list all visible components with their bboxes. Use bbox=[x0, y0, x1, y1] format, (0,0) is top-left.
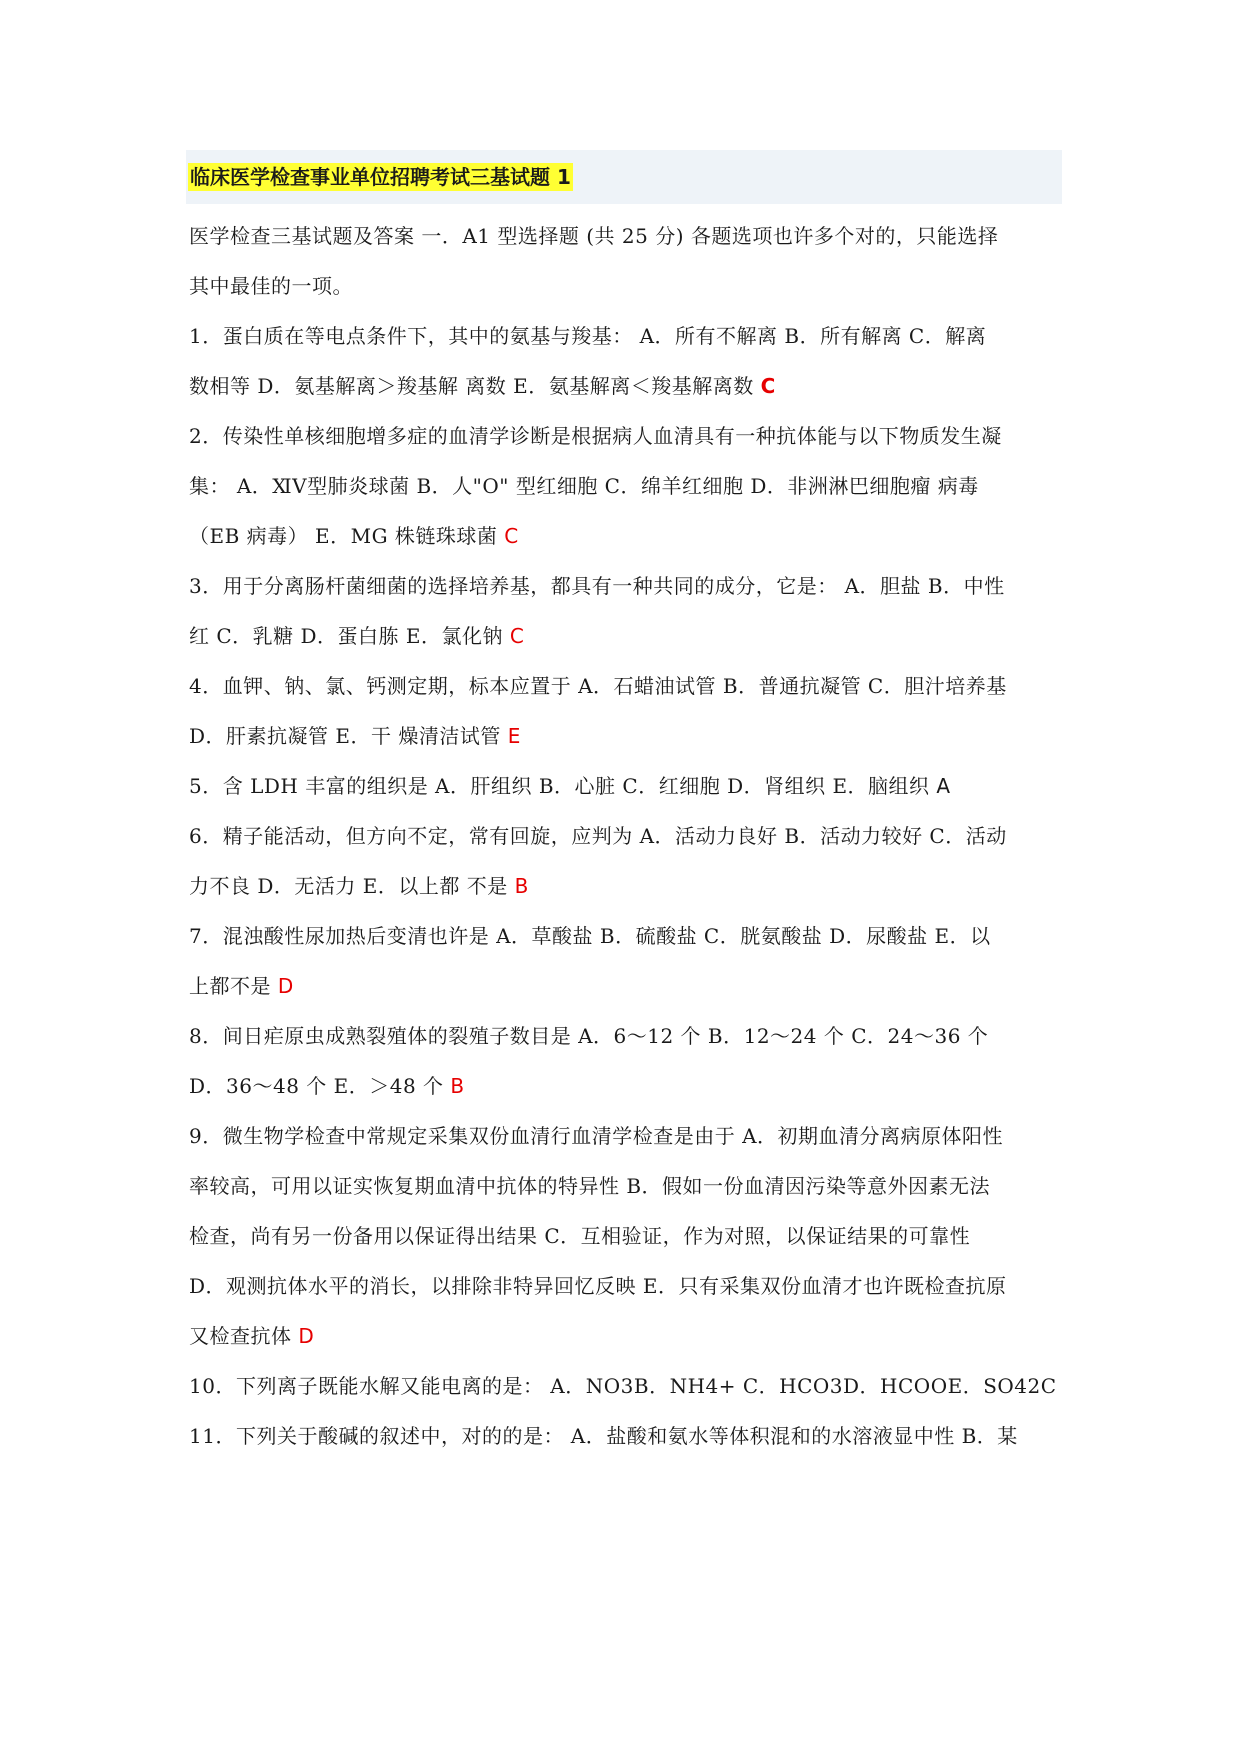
line-text: 医学检查三基试题及答案 一．A1 型选择题 (共 25 分) 各题选项也许多个对的，只能选择 bbox=[189, 224, 999, 248]
line-text: 9．微生物学检查中常规定采集双份血清行血清学检查是由于 A．初期血清分离病原体阳性 bbox=[189, 1124, 1004, 1148]
answer-key: D bbox=[298, 1324, 315, 1348]
text-line bbox=[189, 672, 1007, 700]
line-text: 2．传染性单核细胞增多症的血清学诊断是根据病人血清具有一种抗体能与以下物质发生凝 bbox=[189, 424, 1002, 448]
text-line bbox=[189, 222, 998, 250]
text-line bbox=[189, 1072, 465, 1100]
text-line bbox=[189, 772, 951, 800]
line-text: 8．间日疟原虫成熟裂殖体的裂殖子数目是 A．6～12 个 B．12～24 个 C．24～36 个 bbox=[189, 1024, 989, 1048]
line-text: 6．精子能活动，但方向不定，常有回旋，应判为 A．活动力良好 B．活动力较好 C．活动 bbox=[189, 824, 1007, 848]
line-text: D．观测抗体水平的消长，以排除非特异回忆反映 E．只有采集双份血清才也许既检查抗原 bbox=[189, 1274, 1007, 1298]
document-title: 临床医学检查事业单位招聘考试三基试题 1 bbox=[190, 165, 571, 189]
text-line bbox=[189, 422, 1002, 450]
text-line bbox=[189, 1372, 1057, 1400]
answer-key: C bbox=[504, 524, 519, 548]
text-line bbox=[189, 472, 979, 500]
line-text: 1．蛋白质在等电点条件下，其中的氨基与羧基： A．所有不解离 B．所有解离 C．解离 bbox=[189, 324, 987, 348]
text-line bbox=[189, 922, 991, 950]
line-text: D．36～48 个 E．＞48 个 bbox=[189, 1074, 451, 1098]
answer-key: E bbox=[507, 724, 521, 748]
text-line bbox=[189, 822, 1007, 850]
answer-key: D bbox=[277, 974, 294, 998]
text-line bbox=[189, 522, 519, 550]
line-text: 率较高，可用以证实恢复期血清中抗体的特异性 B．假如一份血清因污染等意外因素无法 bbox=[189, 1174, 991, 1198]
line-text: 红 C．乳糖 D．蛋白胨 E．氯化钠 bbox=[189, 624, 510, 648]
text-line bbox=[189, 372, 776, 400]
line-text: D．肝素抗凝管 E．干 燥清洁试管 bbox=[189, 724, 508, 748]
text-line bbox=[189, 1122, 1003, 1150]
line-text: 集： A．ⅪⅤ型肺炎球菌 B．人"O" 型红细胞 C．绵羊红细胞 D．非洲淋巴细胞瘤 病毒 bbox=[189, 474, 979, 498]
text-line bbox=[189, 272, 353, 300]
text-line bbox=[189, 1222, 970, 1250]
line-text: 10．下列离子既能水解又能电离的是： A．NO3B．NH4+ C．HCO3D．HCOOE．SO42C bbox=[189, 1374, 1057, 1398]
text-line bbox=[189, 1272, 1007, 1300]
answer-key: A bbox=[936, 774, 951, 798]
text-line bbox=[189, 872, 529, 900]
answer-key: C bbox=[509, 624, 525, 648]
line-text: 力不良 D．无活力 E．以上都 不是 bbox=[189, 874, 515, 898]
line-text: 11．下列关于酸碱的叙述中，对的的是： A．盐酸和氨水等体积混和的水溶液显中性 B．某 bbox=[189, 1424, 1018, 1448]
line-text: 其中最佳的一项。 bbox=[189, 274, 353, 298]
answer-key: C bbox=[760, 374, 776, 398]
line-text: 数相等 D．氨基解离＞羧基解 离数 E．氨基解离＜羧基解离数 bbox=[189, 374, 761, 398]
text-line bbox=[189, 1172, 990, 1200]
text-line bbox=[189, 1422, 1018, 1450]
answer-key: B bbox=[514, 874, 529, 898]
text-line bbox=[189, 1322, 314, 1350]
text-line bbox=[189, 622, 524, 650]
line-text: 5．含 LDH 丰富的组织是 A．肝组织 B．心脏 C．红细胞 D．肾组织 E．脑组织 bbox=[189, 774, 937, 798]
text-line bbox=[189, 572, 1005, 600]
line-text: 7．混浊酸性尿加热后变清也许是 A．草酸盐 B．硫酸盐 C．胱氨酸盐 D．尿酸盐 E．以 bbox=[189, 924, 991, 948]
text-line bbox=[189, 972, 294, 1000]
line-text: 检查，尚有另一份备用以保证得出结果 C．互相验证，作为对照，以保证结果的可靠性 bbox=[189, 1224, 971, 1248]
line-text: 4．血钾、钠、氯、钙测定期，标本应置于 A．石蜡油试管 B．普通抗凝管 C．胆汁培养基 bbox=[189, 674, 1007, 698]
line-text: 3．用于分离肠杆菌细菌的选择培养基，都具有一种共同的成分，它是： A．胆盐 B．中性 bbox=[189, 574, 1005, 598]
answer-key: B bbox=[450, 1074, 465, 1098]
text-line bbox=[189, 1022, 988, 1050]
line-text: 上都不是 bbox=[189, 974, 278, 998]
line-text: （EB 病毒） E．MG 株链珠球菌 bbox=[189, 524, 505, 548]
text-line bbox=[189, 722, 521, 750]
line-text: 又检查抗体 bbox=[189, 1324, 299, 1348]
text-line bbox=[189, 322, 986, 350]
